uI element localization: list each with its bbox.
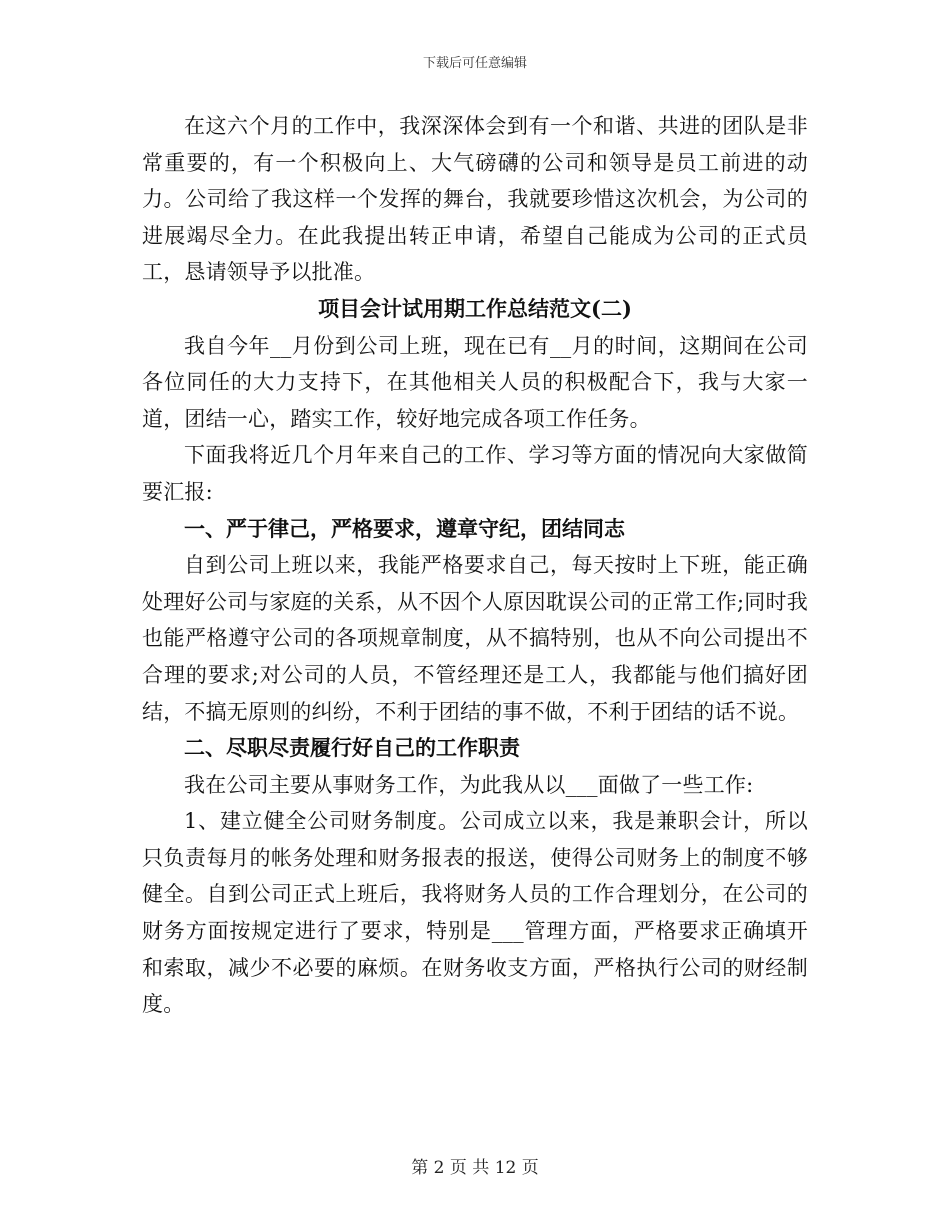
paragraph-2: 我自今年__月份到公司上班，现在已有__月的时间，这期间在公司各位同任的大力支持下，在其他相关人员的积极配合下，我与大家一道，团结一心，踏实工作，较好地完成各项工作任务。 — [142, 333, 808, 431]
document-body — [142, 108, 808, 1023]
section-title: 项目会计试用期工作总结范文(二) — [318, 295, 632, 321]
heading-1: 一、严于律己，严格要求，遵章守纪，团结同志 — [184, 515, 625, 541]
paragraph-3: 下面我将近几个月年来自己的工作、学习等方面的情况向大家做简要汇报: — [142, 443, 808, 504]
paragraph-1: 在这六个月的工作中，我深深体会到有一个和谐、共进的团队是非常重要的，有一个积极向上、大气磅礴的公司和领导是员工前进的动力。公司给了我这样一个发挥的舞台，我就要珍惜这次机会，为公司的进展竭尽全力。在此我提出转正申请，希望自己能成为公司的正式员工，恳请领导予以批准。 — [142, 114, 808, 285]
paragraph-5: 我在公司主要从事财务工作，为此我从以___面做了一些工作: — [184, 772, 754, 797]
heading-2: 二、尽职尽责履行好自己的工作职责 — [184, 735, 520, 761]
page-footer: 第 2 页 共 12 页 — [411, 1158, 539, 1178]
paragraph-6: 1、建立健全公司财务制度。公司成立以来，我是兼职会计，所以只负责每月的帐务处理和财务报表的报送，使得公司财务上的制度不够健全。自到公司正式上班后，我将财务人员的工作合理划分，在公司的财务方面按规定进行了要求，特别是___管理方面，严格要求正确填开和索取，减少不必要的麻烦。在财务收支方面，严格执行公司的财经制度。 — [142, 809, 808, 1017]
paragraph-4: 自到公司上班以来，我能严格要求自己，每天按时上下班，能正确处理好公司与家庭的关系，从不因个人原因耽误公司的正常工作;同时我也能严格遵守公司的各项规章制度，从不搞特别，也从不向公司提出不合理的要求;对公司的人员，不管经理还是工人，我都能与他们搞好团结，不搞无原则的纠纷，不利于团结的事不做，不利于团结的话不说。 — [142, 553, 808, 724]
page-header-note: 下载后可任意编辑 — [422, 56, 527, 71]
